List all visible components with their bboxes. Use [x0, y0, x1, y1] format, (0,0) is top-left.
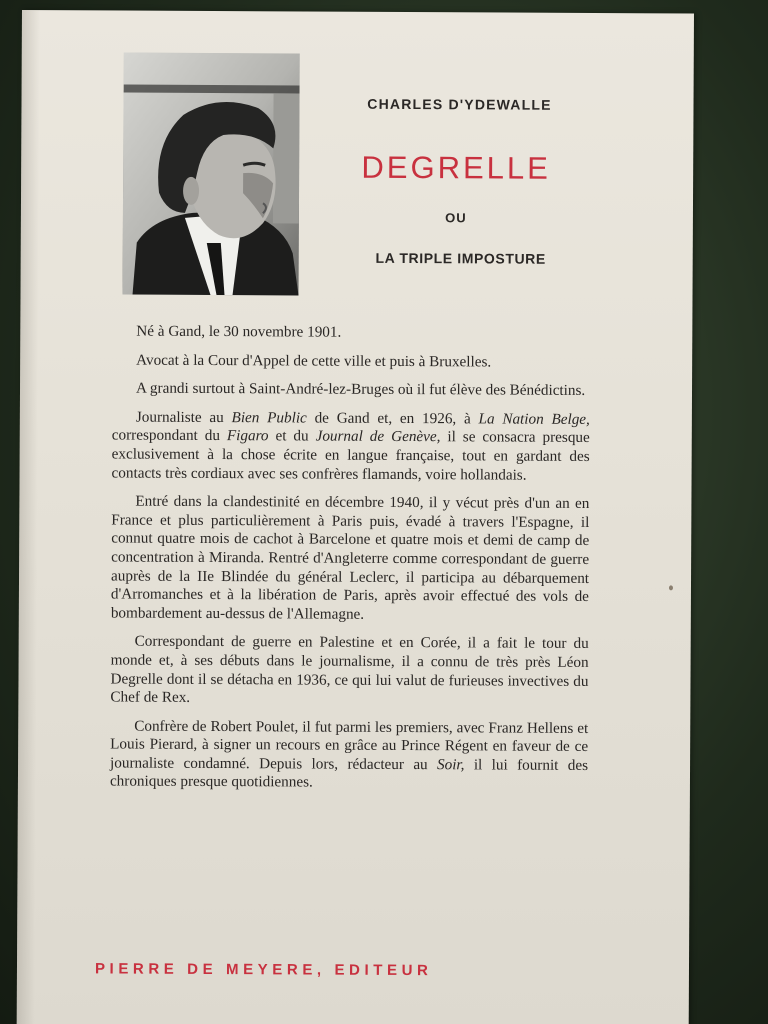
newspaper-name: Bien Public	[231, 408, 307, 427]
newspaper-name: Journal de Genève,	[315, 427, 441, 446]
bio-text: il se consacra presque exclusivement à la chose écrite en langue française, tout en gardant des contacts très cordiaux avec ses confrères flamands, voire hollandais.	[111, 428, 590, 484]
bio-paragraph-journalism	[112, 408, 590, 485]
bio-text: Confrère de Robert Poulet, il fut parmi les premiers, avec Franz Hellens et Louis Pierard, à signer un recours en grâce au Prince Régent en faveur de ce journaliste condamné. Depuis lors, rédacteur au	[110, 717, 589, 774]
newspaper-name: La Nation Belge,	[478, 410, 590, 428]
bio-paragraph-colleague	[110, 717, 588, 794]
bio-paragraph-correspondent: Correspondant de guerre en Palestine et en Corée, il a fait le tour du monde et, à ses débuts dans le journalisme, il a connu de très près Léon Degrelle dont il se détacha en 1936, ce qui lui valut de furieuses invectives du Chef de Rex.	[110, 632, 589, 706]
bio-text: et du	[268, 427, 316, 445]
author-portrait-photo	[123, 53, 300, 296]
bio-text: Journaliste au	[135, 408, 232, 426]
author-name: CHARLES D'YDEWALLE	[367, 95, 552, 113]
book-subtitle: LA TRIPLE IMPOSTURE	[375, 249, 546, 267]
bio-text: de Gand et, en 1926, à	[306, 409, 479, 428]
book-back-cover	[17, 10, 694, 1024]
bio-paragraph-birth: Né à Gand, le 30 novembre 1901.	[136, 322, 342, 341]
portrait-illustration	[123, 53, 300, 296]
book-title: DEGRELLE	[361, 149, 551, 186]
title-conjunction: OU	[445, 210, 467, 226]
bio-paragraph-lawyer: Avocat à la Cour d'Appel de cette ville et puis à Bruxelles.	[136, 351, 492, 371]
newspaper-name: Soir,	[437, 756, 465, 774]
paper-speck	[669, 585, 673, 590]
publisher-name: PIERRE DE MEYERE, EDITEUR	[94, 960, 433, 980]
bio-paragraph-war: Entré dans la clandestinité en décembre 1940, il y vécut près d'un an en France et plus particulièrement à Paris puis, évadé à travers l'Espagne, il connut quatre mois de cachot à Barcelone et quatre mois et demi de camp de concentration à Miranda. Rentré d'Angleterre comme correspondant de guerre auprès de la IIe Blindée du général Leclerc, il participa au débarquement d'Arromanches et à la libération de Paris, après avoir effectué des vols de bombardement au-dessus de l'Allemagne.	[110, 492, 590, 623]
bio-paragraph-education: A grandi surtout à Saint-André-lez-Bruges où il fut élève des Bénédictins.	[135, 379, 586, 400]
bio-text: il lui fournit des chroniques presque quotidiennes.	[109, 756, 589, 792]
newspaper-name: Figaro	[226, 427, 269, 445]
bio-text: correspondant du	[111, 426, 227, 445]
author-biography	[110, 322, 591, 804]
